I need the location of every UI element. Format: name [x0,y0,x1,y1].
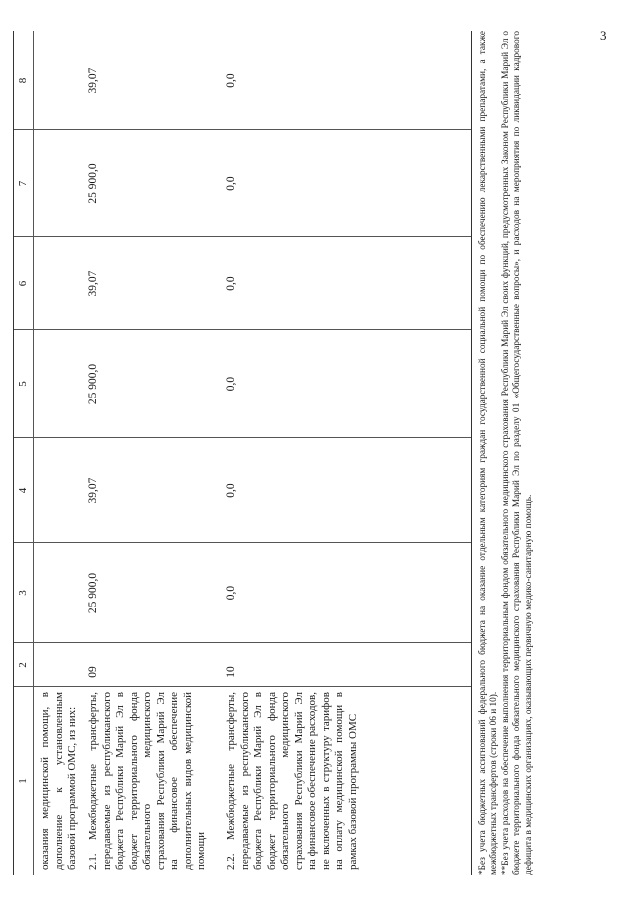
footnote-1: *Без учета бюджетных ассигнований федерального бюджета на оказание отдельным категориям граждан государственной социальной помощи по обеспечению лекарственными препаратами, а также межбюджетных трансфертов (строки 06 и 10). [478,31,500,875]
row-2-c3: 25 900,0 [87,572,99,614]
row-2-c5: 25 900,0 [87,363,99,405]
row-3-description: 2.2. Межбюджетные трансферты, передаваемые из республиканского бюджета Республики Марий Эл в бюджет территориального фонда обязательного медицинского страхования Республики Марий Эл на финансовое обеспечение расходов, не включенных в структуру тарифов на оплату медицинской помощи в рамках базовой программы ОМС [225,692,359,870]
col-header-1: 1 [17,778,29,784]
col-header-5: 5 [17,381,29,387]
row-3-c7: 0,0 [225,176,237,191]
page-number: 3 [600,28,607,43]
row-2-c6: 39,07 [87,270,99,297]
rotated-page-content [4,0,624,880]
col-header-3: 3 [17,590,29,596]
col-header-4: 4 [17,487,29,494]
footnotes [478,31,535,875]
row-2-c4: 39,07 [87,477,99,504]
col-header-8: 8 [17,77,29,84]
row-2-c7: 25 900,0 [87,163,99,204]
row-3-c8: 0,0 [225,73,237,88]
col-header-7: 7 [17,180,29,187]
col-header-6: 6 [17,280,29,287]
row-2-c8: 39,07 [87,67,99,94]
row-1-description: оказания медицинской помощи, в дополнение к установленным базовой программой ОМС, из них: [39,692,78,870]
footnote-2: **Без учета расходов на обеспечение выполнения территориальным фондом обязательного медицинского страхования Республики Марий Эл своих функций, предусмотренных Законом Республики Марий Эл о бюджете территориального фонда обязательного медицинского страхования Республики Марий Эл по разделу 01 «Общегосударственные вопросы», и расходов на мероприятия по ликвидации кадрового дефицита в медицинских организациях, оказывающих первичную медико-санитарную помощь. [500,31,534,875]
row-3-c5: 0,0 [225,376,237,392]
row-2-code: 09 [87,666,99,678]
col-header-2: 2 [17,662,29,668]
row-3-c4: 0,0 [225,483,237,498]
financing-table [13,31,472,875]
row-3-c6: 0,0 [225,276,237,291]
row-3-c3: 0,0 [225,585,237,601]
row-2-description: 2.1. Межбюджетные трансферты, передаваемые из республиканского бюджета Республики Марий Эл в бюджет территориального фонда обязательного медицинского страхования Республики Марий Эл на финансовое обеспечение дополнительных видов медицинской помощи [87,692,207,870]
row-3-code: 10 [225,666,237,678]
